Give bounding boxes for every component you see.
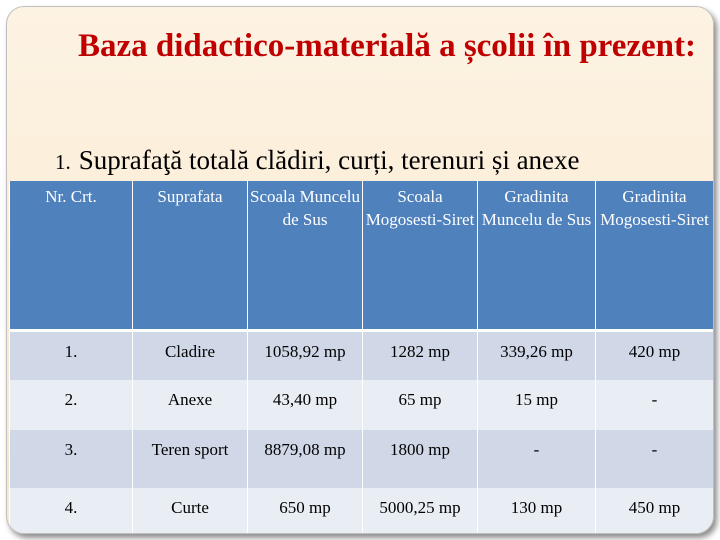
table-cell: 43,40 mp bbox=[248, 380, 363, 430]
header-gradinita-muncelu: Gradinita Muncelu de Sus bbox=[478, 181, 596, 331]
table-cell: 5000,25 mp bbox=[363, 488, 478, 534]
table-header-row bbox=[10, 181, 714, 331]
table-row bbox=[10, 488, 714, 534]
table-cell: 2. bbox=[10, 380, 133, 430]
table-cell: Cladire bbox=[133, 331, 248, 381]
table-cell: 1800 mp bbox=[363, 430, 478, 488]
slide bbox=[6, 6, 714, 534]
table-cell: 1. bbox=[10, 331, 133, 381]
header-gradinita-mogosesti: Gradinita Mogosesti-Siret bbox=[596, 181, 714, 331]
table-cell: Curte bbox=[133, 488, 248, 534]
table-cell: 65 mp bbox=[363, 380, 478, 430]
table-row bbox=[10, 380, 714, 430]
table-cell: 1058,92 mp bbox=[248, 331, 363, 381]
table-cell: Anexe bbox=[133, 380, 248, 430]
table-cell: - bbox=[478, 430, 596, 488]
subtitle-number: 1. bbox=[55, 150, 71, 174]
table-cell: 420 mp bbox=[596, 331, 714, 381]
table-row bbox=[10, 430, 714, 488]
table-cell: - bbox=[596, 430, 714, 488]
table-cell: 8879,08 mp bbox=[248, 430, 363, 488]
table-cell: 130 mp bbox=[478, 488, 596, 534]
slide-subtitle bbox=[55, 145, 705, 176]
header-scoala-mogosesti: Scoala Mogosesti-Siret bbox=[363, 181, 478, 331]
table-cell: 339,26 mp bbox=[478, 331, 596, 381]
header-nr-crt: Nr. Crt. bbox=[10, 181, 133, 331]
table-cell: 450 mp bbox=[596, 488, 714, 534]
table-cell: 4. bbox=[10, 488, 133, 534]
table-row bbox=[10, 331, 714, 381]
surface-table bbox=[9, 181, 714, 534]
table-cell: 15 mp bbox=[478, 380, 596, 430]
header-scoala-muncelu: Scoala Muncelu de Sus bbox=[248, 181, 363, 331]
table-cell: 3. bbox=[10, 430, 133, 488]
subtitle-text: Suprafaţă totală clădiri, curți, terenuri și anexe bbox=[78, 145, 580, 175]
table-cell: - bbox=[596, 380, 714, 430]
header-suprafata: Suprafata bbox=[133, 181, 248, 331]
table-cell: 650 mp bbox=[248, 488, 363, 534]
table-cell: Teren sport bbox=[133, 430, 248, 488]
slide-title: Baza didactico-materială a școlii în prezent: bbox=[77, 28, 697, 64]
table-cell: 1282 mp bbox=[363, 331, 478, 381]
